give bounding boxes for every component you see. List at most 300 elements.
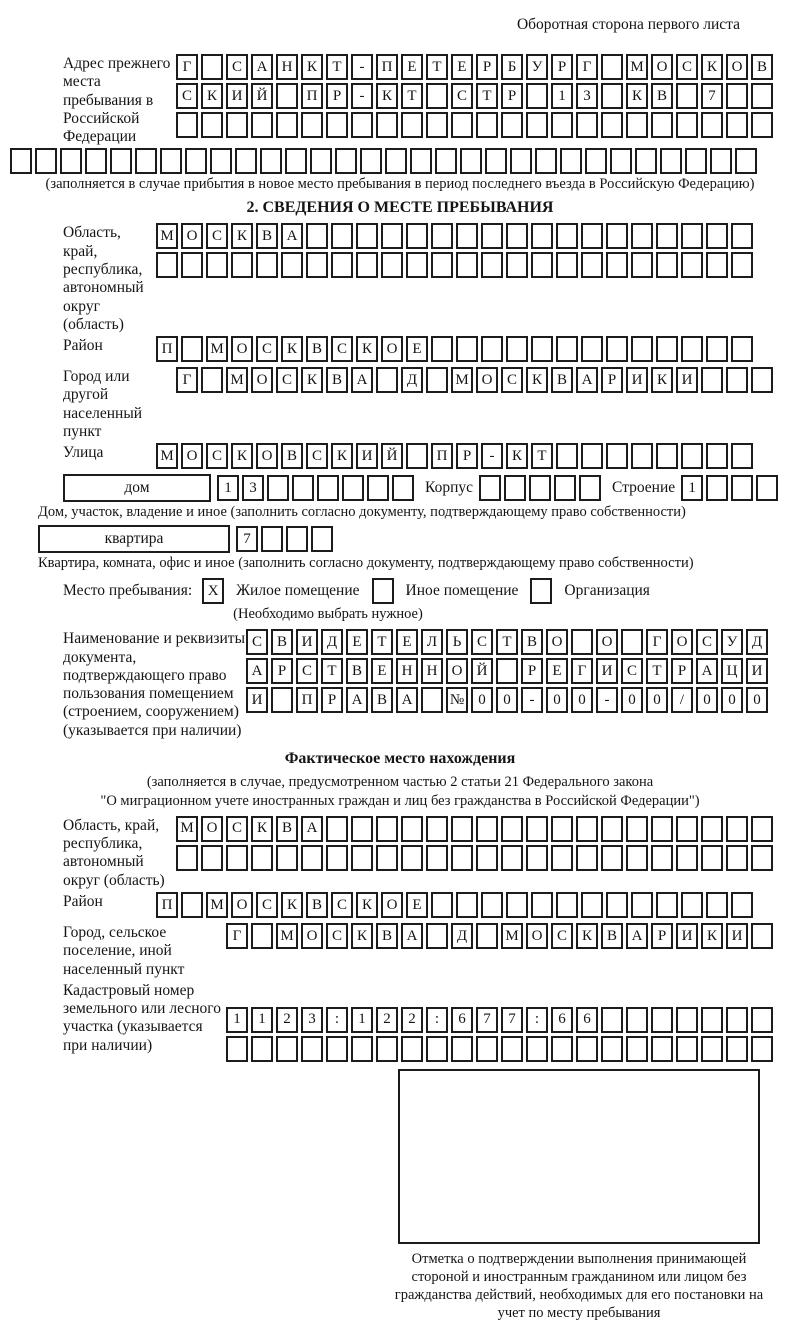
char-cell[interactable]: К xyxy=(281,892,303,918)
char-cell[interactable]: О xyxy=(251,367,273,393)
char-cell[interactable] xyxy=(731,892,753,918)
char-cell[interactable] xyxy=(301,1036,323,1062)
char-cell[interactable]: 0 xyxy=(696,687,718,713)
char-cell[interactable] xyxy=(286,526,308,552)
char-cell[interactable] xyxy=(701,1036,723,1062)
char-cell[interactable] xyxy=(651,845,673,871)
char-cell[interactable]: В xyxy=(601,923,623,949)
char-cell[interactable] xyxy=(426,845,448,871)
char-cell[interactable]: Р xyxy=(326,83,348,109)
char-cell[interactable] xyxy=(367,475,389,501)
char-cell[interactable]: И xyxy=(626,367,648,393)
char-cell[interactable] xyxy=(351,1036,373,1062)
char-cell[interactable]: О xyxy=(651,54,673,80)
char-cell[interactable]: П xyxy=(156,336,178,362)
char-cell[interactable]: 0 xyxy=(646,687,668,713)
char-cell[interactable] xyxy=(731,443,753,469)
char-cell[interactable] xyxy=(701,367,723,393)
char-cell[interactable] xyxy=(326,845,348,871)
char-cell[interactable]: С xyxy=(471,629,493,655)
char-cell[interactable] xyxy=(576,845,598,871)
char-cell[interactable] xyxy=(601,816,623,842)
char-cell[interactable] xyxy=(351,112,373,138)
char-cell[interactable]: П xyxy=(301,83,323,109)
char-cell[interactable]: Й xyxy=(471,658,493,684)
char-cell[interactable] xyxy=(606,892,628,918)
char-cell[interactable] xyxy=(651,112,673,138)
char-cell[interactable]: В xyxy=(521,629,543,655)
char-cell[interactable]: И xyxy=(746,658,768,684)
char-cell[interactable] xyxy=(701,1007,723,1033)
char-cell[interactable] xyxy=(576,1036,598,1062)
char-cell[interactable]: К xyxy=(626,83,648,109)
char-cell[interactable]: О xyxy=(301,923,323,949)
char-cell[interactable] xyxy=(726,816,748,842)
char-cell[interactable] xyxy=(506,336,528,362)
char-cell[interactable] xyxy=(201,54,223,80)
char-cell[interactable]: К xyxy=(701,54,723,80)
char-cell[interactable]: К xyxy=(231,443,253,469)
char-cell[interactable] xyxy=(735,148,757,174)
char-cell[interactable] xyxy=(526,816,548,842)
char-cell[interactable]: Ь xyxy=(446,629,468,655)
char-cell[interactable]: Д xyxy=(746,629,768,655)
char-cell[interactable]: М xyxy=(156,223,178,249)
char-cell[interactable] xyxy=(676,112,698,138)
char-cell[interactable] xyxy=(479,475,501,501)
char-cell[interactable] xyxy=(506,223,528,249)
char-cell[interactable] xyxy=(356,223,378,249)
char-cell[interactable] xyxy=(656,336,678,362)
char-cell[interactable] xyxy=(601,845,623,871)
char-cell[interactable] xyxy=(176,845,198,871)
char-cell[interactable]: А xyxy=(696,658,718,684)
char-cell[interactable]: Т xyxy=(326,54,348,80)
char-cell[interactable]: Г xyxy=(226,923,248,949)
char-cell[interactable]: Й xyxy=(381,443,403,469)
char-cell[interactable] xyxy=(631,443,653,469)
char-cell[interactable] xyxy=(421,687,443,713)
char-cell[interactable]: 0 xyxy=(496,687,518,713)
char-cell[interactable] xyxy=(426,923,448,949)
char-cell[interactable] xyxy=(606,443,628,469)
char-cell[interactable]: - xyxy=(351,54,373,80)
char-cell[interactable] xyxy=(556,336,578,362)
char-cell[interactable] xyxy=(310,148,332,174)
char-cell[interactable]: М xyxy=(501,923,523,949)
char-cell[interactable] xyxy=(731,336,753,362)
char-cell[interactable]: М xyxy=(206,892,228,918)
char-cell[interactable] xyxy=(281,252,303,278)
char-cell[interactable] xyxy=(606,336,628,362)
char-cell[interactable]: 0 xyxy=(471,687,493,713)
char-cell[interactable] xyxy=(206,252,228,278)
char-cell[interactable] xyxy=(656,443,678,469)
char-cell[interactable]: М xyxy=(451,367,473,393)
char-cell[interactable] xyxy=(554,475,576,501)
char-cell[interactable] xyxy=(506,892,528,918)
char-cell[interactable]: Р xyxy=(476,54,498,80)
char-cell[interactable] xyxy=(60,148,82,174)
char-cell[interactable]: С xyxy=(246,629,268,655)
char-cell[interactable]: Н xyxy=(421,658,443,684)
char-cell[interactable] xyxy=(706,892,728,918)
char-cell[interactable]: К xyxy=(506,443,528,469)
char-cell[interactable] xyxy=(635,148,657,174)
char-cell[interactable] xyxy=(581,223,603,249)
char-cell[interactable]: П xyxy=(156,892,178,918)
char-cell[interactable]: Р xyxy=(521,658,543,684)
char-cell[interactable] xyxy=(501,1036,523,1062)
char-cell[interactable]: К xyxy=(301,367,323,393)
char-cell[interactable] xyxy=(326,1036,348,1062)
char-cell[interactable]: В xyxy=(376,923,398,949)
char-cell[interactable]: И xyxy=(596,658,618,684)
char-cell[interactable] xyxy=(531,336,553,362)
char-cell[interactable] xyxy=(551,845,573,871)
char-cell[interactable]: - xyxy=(481,443,503,469)
char-cell[interactable]: 0 xyxy=(546,687,568,713)
char-cell[interactable] xyxy=(531,223,553,249)
char-cell[interactable]: О xyxy=(446,658,468,684)
char-cell[interactable] xyxy=(226,112,248,138)
char-cell[interactable]: О xyxy=(181,443,203,469)
char-cell[interactable] xyxy=(376,816,398,842)
char-cell[interactable]: О xyxy=(231,892,253,918)
char-cell[interactable] xyxy=(85,148,107,174)
char-cell[interactable]: Р xyxy=(671,658,693,684)
char-cell[interactable] xyxy=(601,83,623,109)
char-cell[interactable] xyxy=(685,148,707,174)
char-cell[interactable] xyxy=(376,1036,398,1062)
char-cell[interactable]: М xyxy=(206,336,228,362)
char-cell[interactable] xyxy=(626,816,648,842)
char-cell[interactable]: А xyxy=(401,923,423,949)
char-cell[interactable] xyxy=(731,475,753,501)
char-cell[interactable] xyxy=(510,148,532,174)
char-cell[interactable]: О xyxy=(201,816,223,842)
char-cell[interactable] xyxy=(481,336,503,362)
char-cell[interactable]: 6 xyxy=(451,1007,473,1033)
char-cell[interactable] xyxy=(601,1036,623,1062)
char-cell[interactable]: В xyxy=(551,367,573,393)
char-cell[interactable] xyxy=(751,112,773,138)
char-cell[interactable]: 6 xyxy=(551,1007,573,1033)
char-cell[interactable] xyxy=(351,816,373,842)
char-cell[interactable]: : xyxy=(526,1007,548,1033)
char-cell[interactable] xyxy=(676,845,698,871)
char-cell[interactable]: 1 xyxy=(351,1007,373,1033)
char-cell[interactable] xyxy=(201,367,223,393)
char-cell[interactable]: О xyxy=(256,443,278,469)
char-cell[interactable]: А xyxy=(281,223,303,249)
char-cell[interactable]: С xyxy=(621,658,643,684)
char-cell[interactable] xyxy=(456,336,478,362)
char-cell[interactable] xyxy=(706,475,728,501)
char-cell[interactable]: И xyxy=(356,443,378,469)
char-cell[interactable] xyxy=(276,112,298,138)
char-cell[interactable] xyxy=(610,148,632,174)
char-cell[interactable] xyxy=(181,892,203,918)
char-cell[interactable]: Е xyxy=(401,54,423,80)
char-cell[interactable]: С xyxy=(696,629,718,655)
char-cell[interactable] xyxy=(451,845,473,871)
char-cell[interactable] xyxy=(260,148,282,174)
char-cell[interactable] xyxy=(435,148,457,174)
char-cell[interactable] xyxy=(726,1007,748,1033)
char-cell[interactable] xyxy=(656,223,678,249)
char-cell[interactable]: К xyxy=(201,83,223,109)
char-cell[interactable] xyxy=(317,475,339,501)
char-cell[interactable]: Е xyxy=(451,54,473,80)
checkbox-inoe-pomeshchenie[interactable] xyxy=(372,578,394,604)
char-cell[interactable]: : xyxy=(326,1007,348,1033)
char-cell[interactable]: К xyxy=(701,923,723,949)
char-cell[interactable] xyxy=(504,475,526,501)
char-cell[interactable] xyxy=(556,223,578,249)
char-cell[interactable]: В xyxy=(651,83,673,109)
char-cell[interactable] xyxy=(481,223,503,249)
char-cell[interactable]: Р xyxy=(651,923,673,949)
char-cell[interactable] xyxy=(751,845,773,871)
char-cell[interactable] xyxy=(426,83,448,109)
char-cell[interactable]: 1 xyxy=(251,1007,273,1033)
char-cell[interactable]: Д xyxy=(401,367,423,393)
char-cell[interactable]: В xyxy=(306,892,328,918)
char-cell[interactable]: С xyxy=(306,443,328,469)
char-cell[interactable]: О xyxy=(181,223,203,249)
char-cell[interactable]: В xyxy=(751,54,773,80)
char-cell[interactable]: С xyxy=(256,336,278,362)
char-cell[interactable] xyxy=(621,629,643,655)
char-cell[interactable] xyxy=(631,336,653,362)
char-cell[interactable] xyxy=(601,112,623,138)
char-cell[interactable] xyxy=(651,1036,673,1062)
char-cell[interactable]: 0 xyxy=(571,687,593,713)
char-cell[interactable] xyxy=(406,443,428,469)
char-cell[interactable] xyxy=(681,252,703,278)
char-cell[interactable] xyxy=(576,816,598,842)
char-cell[interactable]: В xyxy=(346,658,368,684)
char-cell[interactable] xyxy=(726,845,748,871)
char-cell[interactable]: О xyxy=(671,629,693,655)
char-cell[interactable]: И xyxy=(246,687,268,713)
char-cell[interactable] xyxy=(401,845,423,871)
char-cell[interactable]: С xyxy=(551,923,573,949)
char-cell[interactable] xyxy=(485,148,507,174)
char-cell[interactable] xyxy=(267,475,289,501)
char-cell[interactable]: Ц xyxy=(721,658,743,684)
char-cell[interactable]: 3 xyxy=(242,475,264,501)
char-cell[interactable]: Т xyxy=(496,629,518,655)
char-cell[interactable] xyxy=(210,148,232,174)
char-cell[interactable]: - xyxy=(521,687,543,713)
char-cell[interactable]: О xyxy=(726,54,748,80)
char-cell[interactable]: И xyxy=(226,83,248,109)
char-cell[interactable]: 0 xyxy=(746,687,768,713)
char-cell[interactable]: Д xyxy=(451,923,473,949)
char-cell[interactable]: Е xyxy=(406,336,428,362)
char-cell[interactable]: 7 xyxy=(701,83,723,109)
char-cell[interactable]: Р xyxy=(321,687,343,713)
char-cell[interactable]: Т xyxy=(476,83,498,109)
char-cell[interactable]: 1 xyxy=(551,83,573,109)
char-cell[interactable] xyxy=(676,816,698,842)
char-cell[interactable] xyxy=(201,845,223,871)
char-cell[interactable]: С xyxy=(451,83,473,109)
char-cell[interactable] xyxy=(476,112,498,138)
char-cell[interactable] xyxy=(501,112,523,138)
char-cell[interactable] xyxy=(476,816,498,842)
char-cell[interactable]: Т xyxy=(531,443,553,469)
char-cell[interactable] xyxy=(285,148,307,174)
char-cell[interactable] xyxy=(496,658,518,684)
char-cell[interactable] xyxy=(311,526,333,552)
checkbox-organizatsiya[interactable] xyxy=(530,578,552,604)
char-cell[interactable]: 1 xyxy=(217,475,239,501)
char-cell[interactable] xyxy=(401,1036,423,1062)
char-cell[interactable]: Й xyxy=(251,83,273,109)
char-cell[interactable]: А xyxy=(396,687,418,713)
char-cell[interactable]: С xyxy=(331,336,353,362)
char-cell[interactable] xyxy=(706,443,728,469)
char-cell[interactable] xyxy=(426,112,448,138)
char-cell[interactable] xyxy=(326,816,348,842)
char-cell[interactable]: С xyxy=(326,923,348,949)
char-cell[interactable] xyxy=(676,1007,698,1033)
char-cell[interactable]: И xyxy=(676,367,698,393)
char-cell[interactable] xyxy=(626,1036,648,1062)
char-cell[interactable] xyxy=(481,892,503,918)
char-cell[interactable] xyxy=(156,252,178,278)
char-cell[interactable]: К xyxy=(576,923,598,949)
char-cell[interactable]: В xyxy=(276,816,298,842)
char-cell[interactable] xyxy=(135,148,157,174)
char-cell[interactable]: П xyxy=(296,687,318,713)
char-cell[interactable] xyxy=(651,816,673,842)
char-cell[interactable] xyxy=(681,443,703,469)
char-cell[interactable]: 7 xyxy=(501,1007,523,1033)
char-cell[interactable] xyxy=(10,148,32,174)
char-cell[interactable] xyxy=(201,112,223,138)
char-cell[interactable] xyxy=(160,148,182,174)
char-cell[interactable]: Е xyxy=(396,629,418,655)
char-cell[interactable] xyxy=(726,112,748,138)
char-cell[interactable]: В xyxy=(256,223,278,249)
char-cell[interactable]: А xyxy=(301,816,323,842)
char-cell[interactable]: 6 xyxy=(576,1007,598,1033)
char-cell[interactable] xyxy=(631,252,653,278)
char-cell[interactable] xyxy=(406,252,428,278)
char-cell[interactable] xyxy=(360,148,382,174)
char-cell[interactable] xyxy=(581,443,603,469)
char-cell[interactable]: С xyxy=(256,892,278,918)
char-cell[interactable] xyxy=(660,148,682,174)
char-cell[interactable]: П xyxy=(376,54,398,80)
char-cell[interactable]: 3 xyxy=(576,83,598,109)
char-cell[interactable]: 7 xyxy=(476,1007,498,1033)
char-cell[interactable] xyxy=(226,845,248,871)
char-cell[interactable] xyxy=(235,148,257,174)
char-cell[interactable] xyxy=(751,367,773,393)
char-cell[interactable]: Р xyxy=(551,54,573,80)
char-cell[interactable] xyxy=(385,148,407,174)
char-cell[interactable] xyxy=(481,252,503,278)
char-cell[interactable] xyxy=(251,112,273,138)
char-cell[interactable] xyxy=(110,148,132,174)
char-cell[interactable]: Б xyxy=(501,54,523,80)
char-cell[interactable] xyxy=(406,223,428,249)
char-cell[interactable] xyxy=(431,252,453,278)
char-cell[interactable] xyxy=(701,816,723,842)
char-cell[interactable]: С xyxy=(206,443,228,469)
char-cell[interactable]: С xyxy=(276,367,298,393)
char-cell[interactable] xyxy=(426,1036,448,1062)
char-cell[interactable] xyxy=(276,83,298,109)
char-cell[interactable] xyxy=(701,845,723,871)
char-cell[interactable]: С xyxy=(226,816,248,842)
char-cell[interactable] xyxy=(506,252,528,278)
char-cell[interactable] xyxy=(401,816,423,842)
char-cell[interactable] xyxy=(751,816,773,842)
char-cell[interactable] xyxy=(326,112,348,138)
char-cell[interactable]: Т xyxy=(321,658,343,684)
char-cell[interactable]: 1 xyxy=(226,1007,248,1033)
char-cell[interactable] xyxy=(731,223,753,249)
char-cell[interactable] xyxy=(376,112,398,138)
char-cell[interactable]: 7 xyxy=(236,526,258,552)
char-cell[interactable] xyxy=(581,892,603,918)
char-cell[interactable] xyxy=(526,83,548,109)
char-cell[interactable]: У xyxy=(721,629,743,655)
char-cell[interactable] xyxy=(710,148,732,174)
char-cell[interactable] xyxy=(531,892,553,918)
char-cell[interactable] xyxy=(579,475,601,501)
char-cell[interactable] xyxy=(556,252,578,278)
char-cell[interactable]: Р xyxy=(271,658,293,684)
char-cell[interactable] xyxy=(656,252,678,278)
char-cell[interactable]: 0 xyxy=(621,687,643,713)
char-cell[interactable]: Г xyxy=(176,367,198,393)
char-cell[interactable] xyxy=(456,223,478,249)
char-cell[interactable] xyxy=(381,252,403,278)
char-cell[interactable]: Т xyxy=(426,54,448,80)
char-cell[interactable] xyxy=(181,252,203,278)
char-cell[interactable]: № xyxy=(446,687,468,713)
char-cell[interactable] xyxy=(556,443,578,469)
char-cell[interactable]: Н xyxy=(396,658,418,684)
char-cell[interactable]: 2 xyxy=(376,1007,398,1033)
char-cell[interactable] xyxy=(606,223,628,249)
char-cell[interactable] xyxy=(176,112,198,138)
char-cell[interactable]: С xyxy=(501,367,523,393)
char-cell[interactable]: - xyxy=(351,83,373,109)
char-cell[interactable] xyxy=(706,336,728,362)
char-cell[interactable]: К xyxy=(281,336,303,362)
char-cell[interactable]: Н xyxy=(276,54,298,80)
char-cell[interactable] xyxy=(476,923,498,949)
char-cell[interactable]: В xyxy=(306,336,328,362)
char-cell[interactable] xyxy=(531,252,553,278)
char-cell[interactable]: С xyxy=(176,83,198,109)
char-cell[interactable] xyxy=(271,687,293,713)
char-cell[interactable]: 2 xyxy=(401,1007,423,1033)
char-cell[interactable]: В xyxy=(326,367,348,393)
char-cell[interactable] xyxy=(331,252,353,278)
char-cell[interactable] xyxy=(706,252,728,278)
char-cell[interactable] xyxy=(656,892,678,918)
char-cell[interactable]: У xyxy=(526,54,548,80)
